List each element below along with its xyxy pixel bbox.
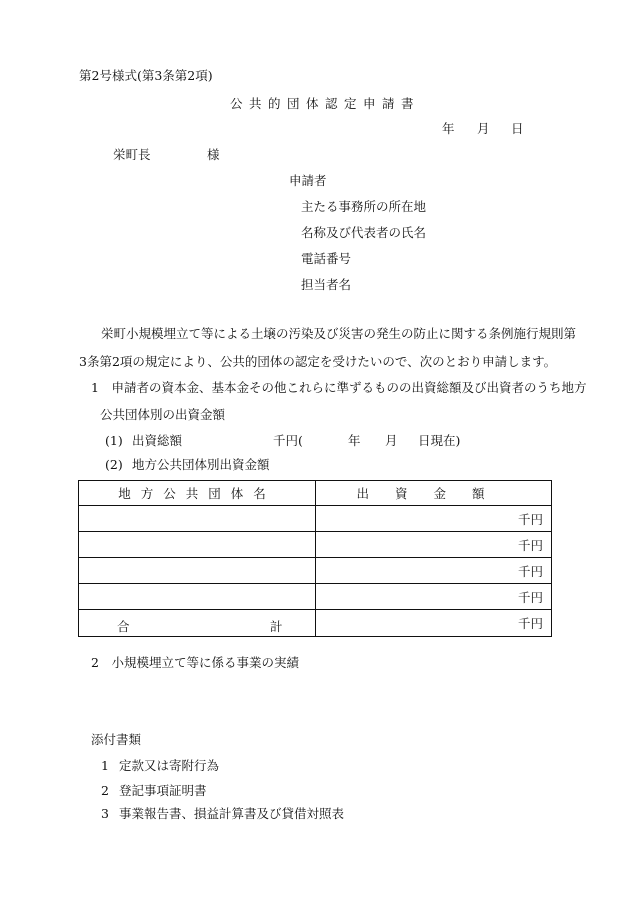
sub2-number: (2) — [105, 457, 123, 472]
sub1-month: 月 — [385, 433, 398, 448]
total-label-right: 計 — [270, 619, 283, 634]
item1-line1: 1 申請者の資本金、基本金その他これらに準ずるものの出資総額及び出資者のうち地方 — [91, 380, 587, 395]
table-row — [79, 558, 552, 584]
body-paragraph-line1: 栄町小規模埋立て等による土壌の汚染及び災害の発生の防止に関する条例施行規則第 — [101, 326, 577, 341]
form-number: 第2号様式(第3条第2項) — [79, 68, 213, 83]
sub1-year: 年 — [348, 433, 361, 448]
amount-cell[interactable]: 千円 — [316, 558, 552, 584]
municipality-cell[interactable] — [79, 558, 316, 584]
amount-cell[interactable]: 千円 — [316, 532, 552, 558]
addressee-honorific: 様 — [207, 147, 220, 162]
table-header-municipality: 地方公共団体名 — [79, 481, 316, 506]
applicant-field-name: 名称及び代表者の氏名 — [301, 225, 427, 240]
table-row — [79, 532, 552, 558]
table-row — [79, 506, 552, 532]
applicant-field-address: 主たる事務所の所在地 — [301, 199, 427, 214]
sub1-unit: 千円( — [273, 433, 303, 448]
attachments-heading: 添付書類 — [91, 732, 142, 747]
sub1-number: (1) — [105, 433, 123, 448]
table-total-row — [79, 610, 552, 637]
total-label-cell — [79, 610, 316, 637]
document-title: 公共的団体認定申請書 — [230, 96, 421, 111]
amount-cell[interactable]: 千円 — [316, 584, 552, 610]
sub1-day: 日現在) — [418, 433, 461, 448]
body-paragraph-line2: 3条第2項の規定により、公共的団体の認定を受けたいので、次のとおり申請します。 — [79, 354, 557, 369]
date-year: 年 — [442, 121, 455, 136]
sub2-label: 地方公共団体別出資金額 — [132, 457, 270, 472]
attachment-number: 2 — [101, 783, 109, 798]
date-month: 月 — [477, 121, 490, 136]
table-header-row — [79, 481, 552, 506]
applicant-label: 申請者 — [289, 173, 327, 188]
municipality-cell[interactable] — [79, 532, 316, 558]
attachment-text: 定款又は寄附行為 — [119, 758, 220, 773]
table-row — [79, 584, 552, 610]
municipality-cell[interactable] — [79, 584, 316, 610]
addressee-name: 栄町長 — [113, 147, 151, 162]
table-header-amount: 出資金額 — [316, 481, 552, 506]
item1-line2: 公共団体別の出資金額 — [100, 407, 226, 422]
attachment-text: 事業報告書、損益計算書及び貸借対照表 — [119, 806, 345, 821]
applicant-field-contact: 担当者名 — [301, 277, 352, 292]
total-label-left: 合 — [117, 619, 130, 634]
attachment-number: 1 — [101, 758, 109, 773]
attachment-number: 3 — [101, 806, 109, 821]
sub1-label: 出資総額 — [132, 433, 183, 448]
applicant-field-phone: 電話番号 — [301, 251, 352, 266]
amount-cell[interactable]: 千円 — [316, 506, 552, 532]
total-amount-cell[interactable]: 千円 — [316, 610, 552, 637]
attachment-text: 登記事項証明書 — [119, 783, 207, 798]
item2-heading: 2 小規模埋立て等に係る事業の実績 — [91, 655, 299, 670]
contribution-table — [78, 480, 552, 637]
date-day: 日 — [511, 121, 524, 136]
municipality-cell[interactable] — [79, 506, 316, 532]
